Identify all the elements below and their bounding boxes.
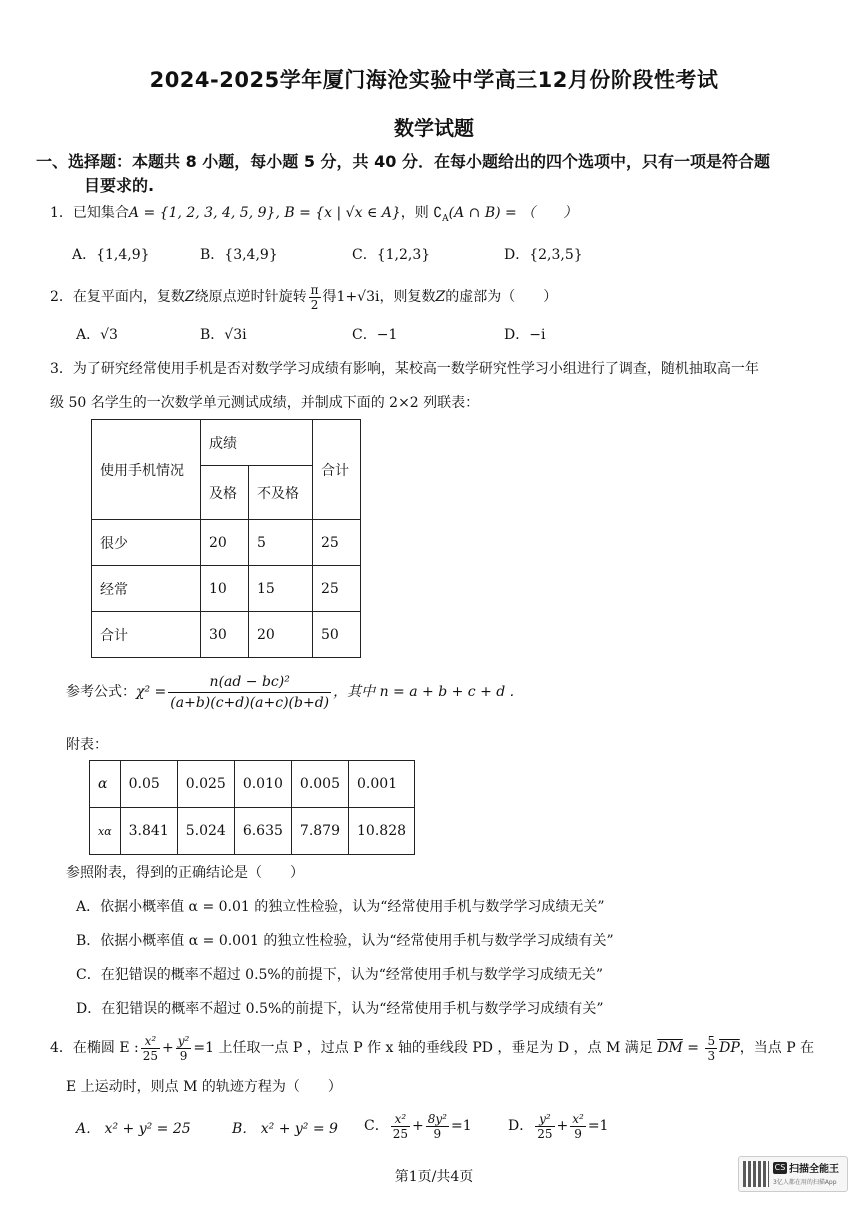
table-cell: 0.005 [291,761,348,808]
reference-formula [66,670,514,714]
q4-fx-den: 25 [142,1048,159,1063]
q4-line2: E 上运动时，则点 M 的轨迹方程为（ ） [66,1079,342,1095]
question-4 [50,1030,814,1066]
q2-z2: Z [435,289,446,305]
table-cell: 25 [313,566,361,612]
q2-option-d: D．−i [504,327,546,343]
critical-value-table [89,760,415,855]
contingency-table [91,419,361,658]
q2-option-a: A．√3 [76,327,118,343]
table-header-score: 成绩 [201,420,313,466]
table-cell: α [90,761,121,808]
scanner-brand: 扫描全能王 [789,1164,839,1175]
q4-option-c [364,1108,472,1144]
q2-angle-num: π [310,282,319,297]
q4-fx-num: x² [141,1034,160,1049]
table-cell: 30 [201,612,249,658]
q4-c-plus: + [412,1118,424,1134]
q4-ratio [705,1034,717,1063]
qr-code-icon [743,1161,769,1187]
q3-option-c: C．在犯错误的概率不超过 0.5%的前提下，认为“经常使用手机与数学学习成绩无关” [76,967,604,983]
formula-denominator: (a+b)(c+d)(a+c)(b+d) [170,694,330,711]
q4-vector-dp: $\overline{DP}$ [719,1040,740,1056]
table-cell: 7.879 [291,808,348,855]
q1-option-a: A．{1,4,9} [72,247,150,263]
q1-ask-sub: A [442,213,449,224]
table-header-pass: 及格 [201,466,249,520]
q4-d-frac2 [570,1112,586,1141]
q4-fraction-x [141,1034,160,1063]
q4-plus: + [162,1040,174,1056]
formula-chi: χ² = [136,684,167,700]
q3-line1: 3．为了研究经常使用手机是否对数学学习成绩有影响，某校高一数学研究性学习小组进行了调查，随机抽取高一年 [50,361,759,377]
exam-title: 2024-2025学年厦门海沧实验中学高三12月份阶段性考试 [149,68,719,92]
q4-vector-dm: $\overline{DM}$ [657,1040,683,1056]
q4-fy-den: 9 [179,1048,188,1063]
q1-set-b: , B = {x | √x ∈ A} [275,205,401,221]
section-heading-line1: 一、选择题：本题共 8 小题，每小题 5 分，共 40 分．在每小题给出的四个选项中，只有一项是符合题 [36,152,770,171]
q4-d-frac2-den: 9 [574,1126,582,1141]
appendix-label: 附表： [66,737,108,753]
table-row [90,761,415,808]
q4-c-frac2 [426,1112,449,1141]
q1-ask: ，则 ∁ [400,205,443,221]
table-cell: 0.001 [349,761,415,808]
table-cell: 20 [249,612,313,658]
q4-c-frac1-den: 25 [392,1126,408,1141]
q1-prefix: 1．已知集合 [50,205,129,221]
q3-ask: 参照附表，得到的正确结论是（ ） [66,865,304,881]
q1-option-c: C．{1,2,3} [352,247,431,263]
formula-fraction [168,672,331,713]
q2-tail: 的虚部为（ ） [445,289,558,305]
section-heading [36,150,836,198]
q4-eq: = [682,1040,704,1056]
table-row [92,566,361,612]
q3-option-b: B．依据小概率值 α = 0.001 的独立性检验，认为“经常使用手机与数学学习成绩有关” [76,933,614,949]
q4-d-frac2-num: x² [572,1111,584,1126]
table-cell: 10 [201,566,249,612]
q2-mid2: 得 [322,289,337,305]
table-cell: 经常 [92,566,201,612]
q4-fraction-y [176,1034,192,1063]
q4-d-frac1-den: 25 [537,1126,553,1141]
q4-d-frac1 [535,1112,554,1141]
q4-option-c-label: C． [364,1118,389,1134]
section-heading-line2: 目要求的. [84,176,155,195]
table-cell: 20 [201,520,249,566]
q4-option-d-label: D． [508,1118,534,1134]
q2-mid3: ，则复数 [379,289,436,305]
table-cell: 5.024 [177,808,234,855]
q4-option-b-text: B． x² + y² = 9 [232,1121,338,1137]
cs-logo-icon: CS [774,1163,786,1172]
q4-option-b [232,1118,338,1138]
q2-option-c: C．−1 [352,327,398,343]
scanner-watermark [738,1156,848,1192]
table-cell: 5 [249,520,313,566]
q4-c-eq: =1 [450,1118,472,1134]
question-2 [50,280,557,314]
q2-val: 1+√3i [336,289,380,305]
table-cell: 3.841 [120,808,177,855]
q4-d-frac1-num: y² [535,1112,554,1127]
q1-ask2: (A ∩ B) = （ ） [448,205,578,221]
q4-tail: ，当点 P 在 [739,1040,815,1056]
q4-ratio-den: 3 [707,1048,716,1063]
q4-c-frac1-num: x² [391,1112,410,1127]
q4-fy-num: y² [177,1033,190,1048]
scanner-tagline: 3亿人都在用的扫描App [773,1179,837,1186]
q4-c-frac2-den: 9 [433,1126,442,1141]
table-cell: 0.010 [234,761,291,808]
page-footer: 第1页/共4页 [394,1169,474,1185]
q2-option-b: B．√3i [200,327,247,343]
q2-angle-den: 2 [310,297,319,312]
q4-d-plus: + [556,1118,569,1134]
question-1 [50,202,577,230]
q1-option-b: B．{3,4,9} [200,247,278,263]
table-header-usage: 使用手机情况 [92,420,201,520]
table-header-fail: 不及格 [249,466,313,520]
formula-tail: ，其中 n = a + b + c + d . [333,684,515,700]
table-row [92,612,361,658]
q4-c-frac1 [391,1112,410,1141]
q4-eq1: =1 上任取一点 P ，过点 P 作 x 轴的垂线段 PD ，垂足为 D ，点 M 满足 [193,1040,658,1056]
q4-option-d [508,1108,608,1144]
table-cell: 10.828 [349,808,415,855]
q2-z: Z [184,289,195,305]
q2-prefix: 2．在复平面内，复数 [50,289,185,305]
q1-option-d: D．{2,3,5} [504,247,583,263]
q4-d-eq: =1 [587,1118,609,1134]
table-header-total: 合计 [313,420,361,520]
table-cell: xα [90,808,121,855]
q3-option-a: A．依据小概率值 α = 0.01 的独立性检验，认为“经常使用手机与数学学习成绩无关” [76,899,605,915]
q4-ratio-num: 5 [707,1033,716,1048]
q3-option-d: D．在犯错误的概率不超过 0.5%的前提下，认为“经常使用手机与数学学习成绩有关” [76,1001,604,1017]
table-cell: 6.635 [234,808,291,855]
table-cell: 0.05 [120,761,177,808]
q4-c-frac2-num: 8y² [427,1111,447,1126]
table-cell: 15 [249,566,313,612]
q4-option-a [76,1118,191,1138]
q3-line2: 级 50 名学生的一次数学单元测试成绩，并制成下面的 2×2 列联表： [50,395,480,411]
q1-set-a: A = {1, 2, 3, 4, 5, 9} [128,205,276,221]
table-cell: 0.025 [177,761,234,808]
formula-label: 参考公式： [66,684,136,700]
q2-mid: 绕原点逆时针旋转 [194,289,307,305]
q4-prefix: 4．在椭圆 E : [50,1040,139,1056]
table-row [90,808,415,855]
table-cell: 50 [313,612,361,658]
q4-option-a-text: A． x² + y² = 25 [76,1121,191,1137]
formula-numerator: n(ad − bc)² [168,672,331,693]
exam-subtitle: 数学试题 [394,116,474,140]
table-row [92,520,361,566]
table-cell: 合计 [92,612,201,658]
table-cell: 25 [313,520,361,566]
table-cell: 很少 [92,520,201,566]
q2-angle-fraction [309,283,321,312]
